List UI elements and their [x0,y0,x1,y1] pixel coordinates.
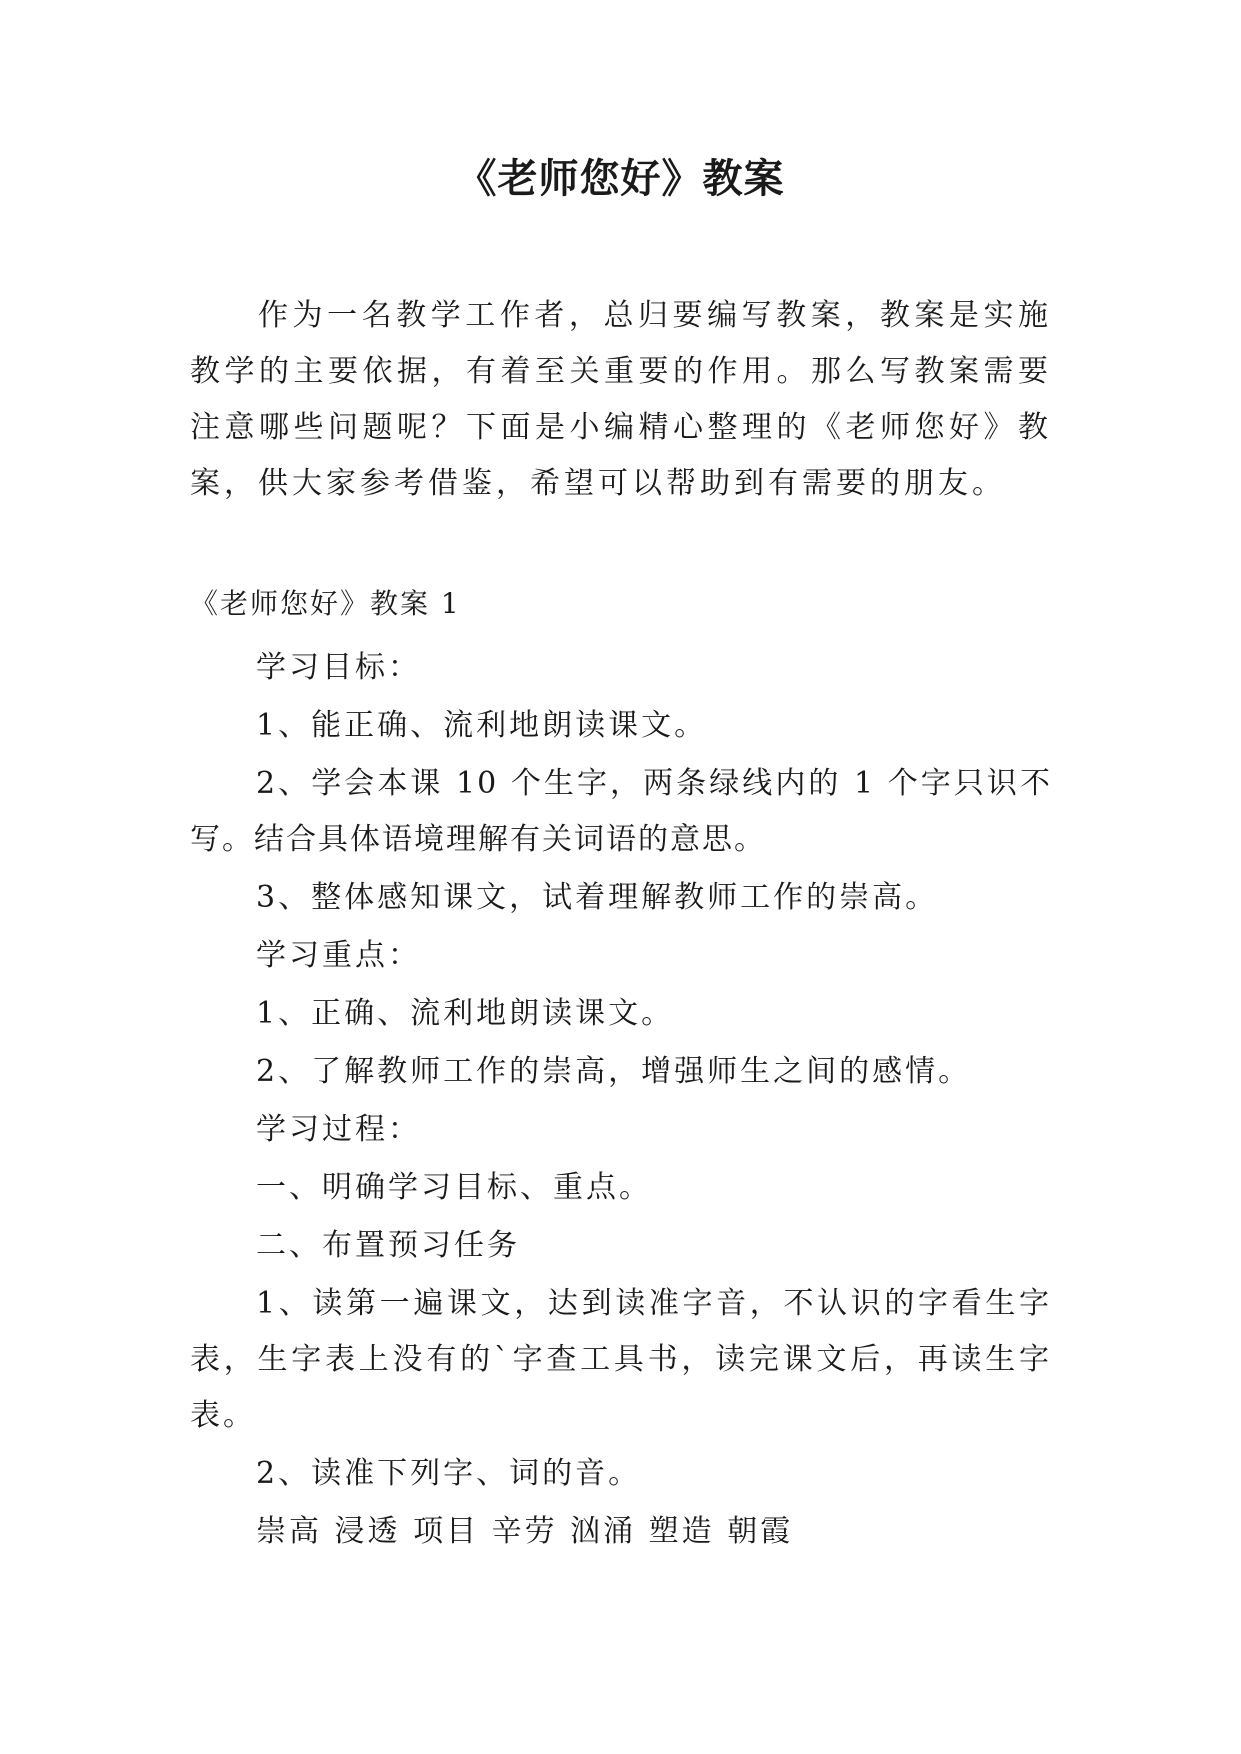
document-title: 《老师您好》教案 [456,156,785,202]
key-point-1: 1、正确、流利地朗读课文。 [256,996,675,1031]
goal-item-3: 3、整体感知课文，试着理解教师工作的崇高。 [256,880,939,915]
vocabulary-list: 崇高 浸透 项目 辛劳 汹涌 塑造 朝霞 [256,1514,794,1549]
preview-task-1: 1、读第一遍课文，达到读准字音，不认识的字看生字表，生字表上没有的`字查工具书，读完课文后，再读生字表。 [190,1286,1052,1433]
heading-learning-goals: 学习目标： [256,650,421,685]
heading-key-points: 学习重点： [256,938,421,973]
heading-learning-process: 学习过程： [256,1112,421,1147]
process-step-2: 二、布置预习任务 [256,1228,520,1263]
lesson-plan-body [190,640,1052,1562]
section-title: 《老师您好》教案 1 [190,587,461,620]
goal-item-2: 2、学会本课 10 个生字，两条绿线内的 1 个字只识不写。结合具体语境理解有关词语的意思。 [190,766,1052,857]
key-point-2: 2、了解教师工作的崇高，增强师生之间的感情。 [256,1054,972,1089]
preview-task-2: 2、读准下列字、词的音。 [256,1456,642,1491]
intro-paragraph: 作为一名教学工作者，总归要编写教案，教案是实施教学的主要依据，有着至关重要的作用。那么写教案需要注意哪些问题呢？下面是小编精心整理的《老师您好》教案，供大家参考借鉴，希望可以帮助到有需要的朋友。 [190,298,1052,501]
goal-item-1: 1、能正确、流利地朗读课文。 [256,708,708,743]
process-step-1: 一、明确学习目标、重点。 [256,1170,652,1205]
